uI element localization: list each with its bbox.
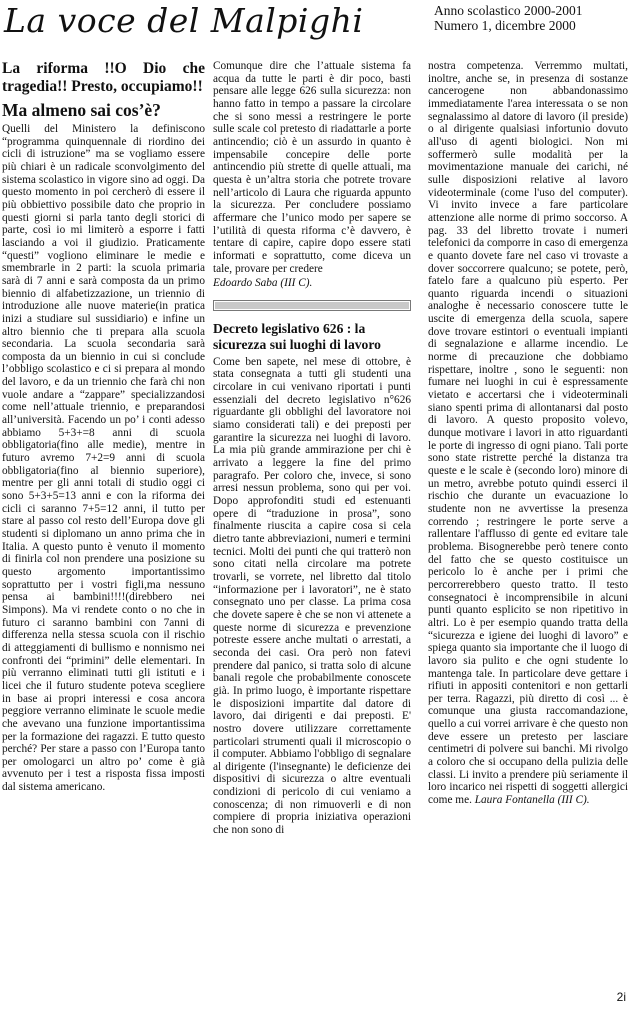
article-title-sicurezza: Decreto legislativo 626 : la sicurezza sui luoghi di lavoro [213,320,381,352]
newspaper-masthead: La voce del Malpighi [4,1,364,40]
article-body-sicurezza-part2-text: nostra competenza. Verremmo multati, inoltre, anche se, in presenza di sostanze cancerogene non abbandonassimo immediatamente l'area interessata o se non segnalassimo al datore di lavoro (il preside) o al dirigente qualsiasi infortunio dovuto all'uso di agenti biologici. Non mi soffermerò sulle modalità per la movimentazione manuale dei carichi, né sulle disposizioni relative al lavoro videoterminale (come l'uso del computer). Vi invito invece a fare particolare attenzione alle norme di primo soccorso. A pag. 33 del libretto trovate i numeri telefonici da comporre in caso di emergenza e quanto dovete fare nel caso vi trovaste a dover soccorrere qualcuno; se potete, però, fatelo fare a qualcuno più esperto. Per quanto riguarda incendi o situazioni analoghe è necessario conoscere tutte le uscite di emergenza della scuola, sapere dove trovare estintori o eventuali impianti di segnalazione e allarme incendio. Le norme di precauzione che dobbiamo rispettare, inoltre , sono le seguenti: non fumare nei luoghi in cui è espressamente vietato e accertarsi che i videoterminali siano spenti prima di allontanarsi dal posto di lavoro. A questo proposito volevo, dunque motivare i lavori in atto riguardanti le porte di ingresso di ogni piano. Tali porte sono state ristrette perché la distanza tra queste e le scale è (secondo loro) minore di un metro, avrebbe potuto quindi esserci il rischio che durante un evacuazione lo studente non ne avvertisse la presenza correndo ; restringere le porte serve a rallentare l'afflusso di gente ed evitare tale problema. Bisognerebbe però tenere conto del fatto che se questo costituisce un pericolo lo è anche per i primi che percorrerebbero questo tratto. Il testo consegnatoci è incomprensibile in alcuni punti quanto esplicito se non ripetitivo in altri. Lo è per esempio quando tratta della “sicurezza e igiene dei luoghi di lavoro” e spiega quanto sia importante che il luogo di lavoro sia pulito e che ogni studente lo mantenga tale. In particolare deve gettare i rifiuti in appositi contenitori e non gettarli per terra. Ragazzi, più diretto di così ... è comunque una giusta raccomandazione, quello a cui vorrei arrivare è che questo non deve essere un pretesto per lasciare centimetri di polvere sui banchi. Mi rivolgo a coloro che si occupano della pulizia delle classi. Li invito a prendere più seriamente il loro incarico nei rispetti di soggetti allergici come me. [428,60,628,807]
issue-info [434,3,582,33]
issue-number: Numero 1, dicembre 2000 [434,18,576,33]
article-body-sicurezza-part2 [428,60,628,807]
article-author-riforma: Edoardo Saba (III C). [213,277,313,290]
page-number: 2i [616,990,626,1004]
column-3 [428,60,628,807]
column-1 [2,60,205,794]
article-subtitle-riforma: Ma almeno sai cos’è? [2,100,161,120]
article-title-riforma: La riforma !!O Dio che tragedia!! Presto, occupiamo!! [2,60,205,95]
article-author-sicurezza: Laura Fontanella (III C). [474,794,590,807]
article-divider [213,300,411,311]
article-body-riforma-part2: Comunque dire che l’attuale sistema fa acqua da tutte le parti è dir poco, basti pensare alle legge 626 sulla sicurezza: non hanno fatto in tempo a passare la circolare che si sono messi a restringere le porte sulle scale col pretesto di riadattarle a porte antincendio; ciò è un assurdo in quanto è impensabile concepire delle porte antincendio più strette di quelle attuali, ma questa è un’altra storia che potrete trovare nell’articolo di Laura che riguarda appunto la sicurezza. Per concludere possiamo affermare che l’unico modo per sapere se l’utilità di questa riforma c’è davvero, è tentare di capire, capire dopo essere stati informati e soprattutto, come diceva un tale, provare per credere [213,60,411,275]
column-2 [213,60,411,837]
article-body-riforma-part1: Quelli del Ministero la definiscono “programma quinquennale di riordino dei cicli di istruzione” ma se vogliamo essere più chiari è un radicale sconvolgimento del sistema scolastico in vigore sino ad oggi. Da questo momento in poi cercherò di essere il più obbiettivo possibile dato che proprio in questi giorni si parla tanto degli storici di parte, così io mi limiterò a esporre i fatti lasciando a voi il giudizio. Praticamente “questi” vogliono eliminare le medie e smembrarle in 2 parti: la scuola primaria sarà di 7 anni e sarà composta da un primo biennio di alfabetizzazione, un triennio di introduzione alle nuove materie(in pratica inizi a studiare sul sussidiario) e infine un altro biennio che ti prepara alla scuola secondaria. La scuola secondaria sarà composta da un biennio in cui si conclude l’obbligo scolastico e ci si prepara al mondo del lavoro, e da un triennio che farà chi non vuole andare a “zappare” specializzandosi come nell’attuale triennio, e preparandosi all’università. Facendo un po’ i conti adesso abbiamo 5+3+=8 anni di scuola obbligatoria(fino alle medie), mentre in futuro avremo 7+2=9 anni di scuola obbligatoria(fino al biennio superiore), mentre per gli anni totali di studio oggi ci sono 5+3+5=13 anni e con la riforma dei cicli ci saranno 7+5=12 anni, il tutto per stare al passo col resto dell’Europa dove gli studenti si diplomano un anno prima che in Italia. A questo punto è venuto il momento di finirla col non prendere una posizione su questo argomento importantissimo soprattutto per i vostri figli,ma nessuno pensa ai bambini!!!!(direbbero nei Simpons). Ma vi rendete conto o no che in futuro ci saranno bambini con 7anni di differenza nella stessa scuola con il rischio di atteggiamenti di bullismo e nonnismo nei confronti dei “primini” delle elementari. In più verranno eliminati tutti gli istituti e i licei che il futuro studente poteva scegliere in base ai propri interessi e cosa ancora peggiore verranno eliminate le scuole medie che avevano una funzione importantissima per la formazione dei ragazzi. E tutto questo perché? Per stare a passo con l’Europa tanto per omologarci un altro po’ come è già avvenuto per i test a risposta fissa imposti dal sistema americano. [2,123,205,794]
article-body-sicurezza-part1: Come ben sapete, nel mese di ottobre, è stata consegnata a tutti gli studenti una circolare in cui venivano riportati i punti essenziali del decreto legislativo n°626 riguardante gli obblighi del lavoratore noi siamo considerati tali) e dei preposti per garantire la sicurezza nei luoghi di lavoro. La mia più grande ammirazione per chi è arrivato a leggere la fine del primo paragrafo. Per coloro che, invece, si sono arresi nessun problema, sono qui per voi. Dopo approfonditi studi ed estenuanti opere di “traduzione in prosa”, sono finalmente riuscita a capire cosa si cela dietro tante abbreviazioni, numeri e termini tecnici. Molti dei punti che qui tratterò non sono citati nella circolare ma potrete trovarli, se vorrete, nel libretto dal titolo “informazione per i lavoratori”, ne è stato consegnato uno per classe. La prima cosa che dovete sapere è che se non vi attenete a queste norme di sicurezza e prevenzione potreste essere anche multati o arrestati, a seconda dei casi. Ora però non fatevi prendere dal panico, si tratta solo di alcune banali regole che probabilmente conoscete già. In primo luogo, è importante rispettare le disposizioni impartite dal datore di lavoro, dai dirigenti e dai preposti. E' nostro dovere utilizzare correttamente particolari strumenti quali il microscopio o il computer. Abbiamo l'obbligo di segnalare al dirigente (l'insegnante) le deficienze dei dispositivi di sicurezza o altre eventuali condizioni di pericolo di cui veniamo a conoscenza; di non rimuoverli e di non compiere di propria iniziativa operazioni che non sono di [213,355,411,837]
school-year: Anno scolastico 2000-2001 [434,3,583,18]
